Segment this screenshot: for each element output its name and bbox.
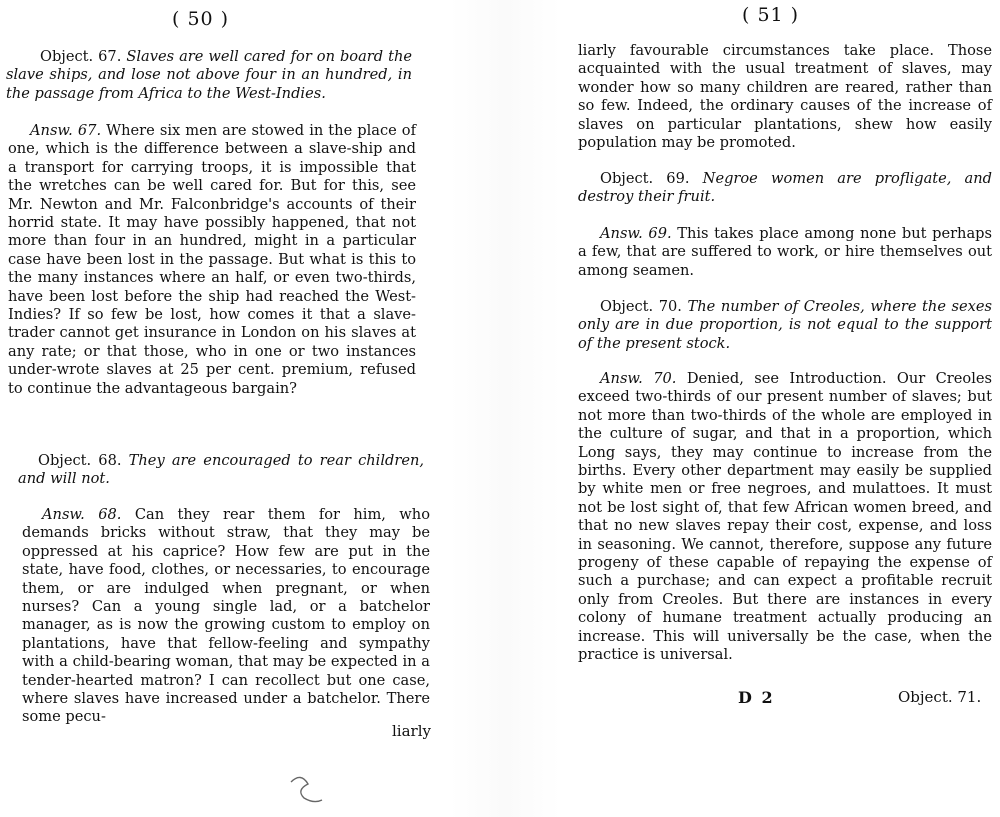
- objection-label: Object. 68.: [38, 452, 122, 469]
- ink-stroke: [286, 770, 326, 814]
- answer-68: [22, 506, 430, 727]
- objection-text: The number of Creoles, where the sexes only are in due proportion, is not equal to the support of the present stock.: [578, 298, 993, 352]
- objection-text: They are encouraged to rear children, and will not.: [18, 452, 424, 488]
- objection-label: Object. 67.: [40, 48, 122, 65]
- objection-67: [6, 48, 412, 103]
- objection-text: Slaves are well cared for on board the slave ships, and lose not above four in an hundred, in the passage from Africa to the West-Indies.: [6, 48, 412, 102]
- right-page: [572, 0, 1000, 817]
- answer-69: [578, 225, 992, 280]
- left-page: [0, 0, 440, 817]
- page-number: ( 50 ): [172, 8, 230, 30]
- answer-70: [578, 370, 992, 665]
- objection-label: Object. 70.: [600, 298, 682, 315]
- answer-text: Denied, see Introduction. Our Creoles exceed two-thirds of our present number of slaves; but not more than two-thirds of the whole are employed in the culture of sugar, and that in a proportion, which Long says, they may continue to increase from the births. Every other department may easily be supplied by white men or free negroes, and mulattoes. It must not be lost sight of, that few African women breed, and that no new slaves repay their cost, expense, and loss in seasoning. We cannot, therefore, suppose any future progeny of these capable of repaying the expense of such a purchase; and can expect a profitable recruit only from Creoles. But there are instances in every colony of humane treatment actually producing an increase. This will universally be the case, when the practice is universal.: [578, 370, 992, 664]
- answer-label: Answ. 67.: [30, 122, 102, 139]
- answer-label: Answ. 69.: [600, 225, 672, 242]
- answer-label: Answ. 68.: [42, 506, 122, 523]
- objection-70: [578, 298, 992, 353]
- answer-label: Answ. 70.: [600, 370, 677, 387]
- ink-stroke-icon: [286, 770, 326, 810]
- answer-text: Can they rear them for him, who demands bricks without straw, that they may be oppressed at his caprice? How few are put in the state, have food, clothes, or necessaries, to encourage them, or are indulged when pregnant, or when nurses? Can a young single lad, or a batchelor manager, as is now the growing custom to employ on plantations, have that fellow-feeling and sympathy with a child-bearing woman, that may be expected in a tender-hearted matron? I can recollect but one case, where slaves have increased under a batchelor. There some pecu-: [22, 506, 430, 726]
- continuation-text: liarly favourable circumstances take place. Those acquainted with the usual treatment of slaves, may wonder how so many children are reared, rather than so few. Indeed, the ordinary causes of the increase of slaves on particular plantations, shew how easily population may be promoted.: [578, 42, 992, 152]
- answer-text: This takes place among none but perhaps a few, that are suffered to work, or hire themselves out among seamen.: [578, 225, 992, 279]
- objection-label: Object. 69.: [600, 170, 690, 187]
- book-gutter: [450, 0, 560, 817]
- catchword: liarly: [392, 722, 431, 740]
- answer-67: [8, 122, 416, 398]
- signature-mark: D 2: [738, 688, 775, 707]
- page-number: ( 51 ): [742, 4, 800, 26]
- answer-text: Where six men are stowed in the place of one, which is the difference between a slave-ship and a transport for carrying troops, it is impossible that the wretches can be well cared for. But for this, see Mr. Newton and Mr. Falconbridge's accounts of their horrid state. It may have possibly happened, that not more than four in an hundred, might in a particular case have been lost in the passage. But what is this to the many instances where an half, or even two-thirds, have been lost before the ship had reached the West-Indies? If so few be lost, how comes it that a slave-trader cannot get insurance in London on his slaves at any rate; or that those, who in one or two instances under-wrote slaves at 25 per cent. premium, refused to continue the advantageous bargain?: [8, 122, 416, 397]
- catchword: Object. 71.: [898, 688, 982, 706]
- continuation-paragraph: [578, 42, 992, 152]
- objection-68: [18, 452, 424, 489]
- objection-text: Negroe women are profligate, and destroy their fruit.: [578, 170, 993, 206]
- objection-69: [578, 170, 992, 207]
